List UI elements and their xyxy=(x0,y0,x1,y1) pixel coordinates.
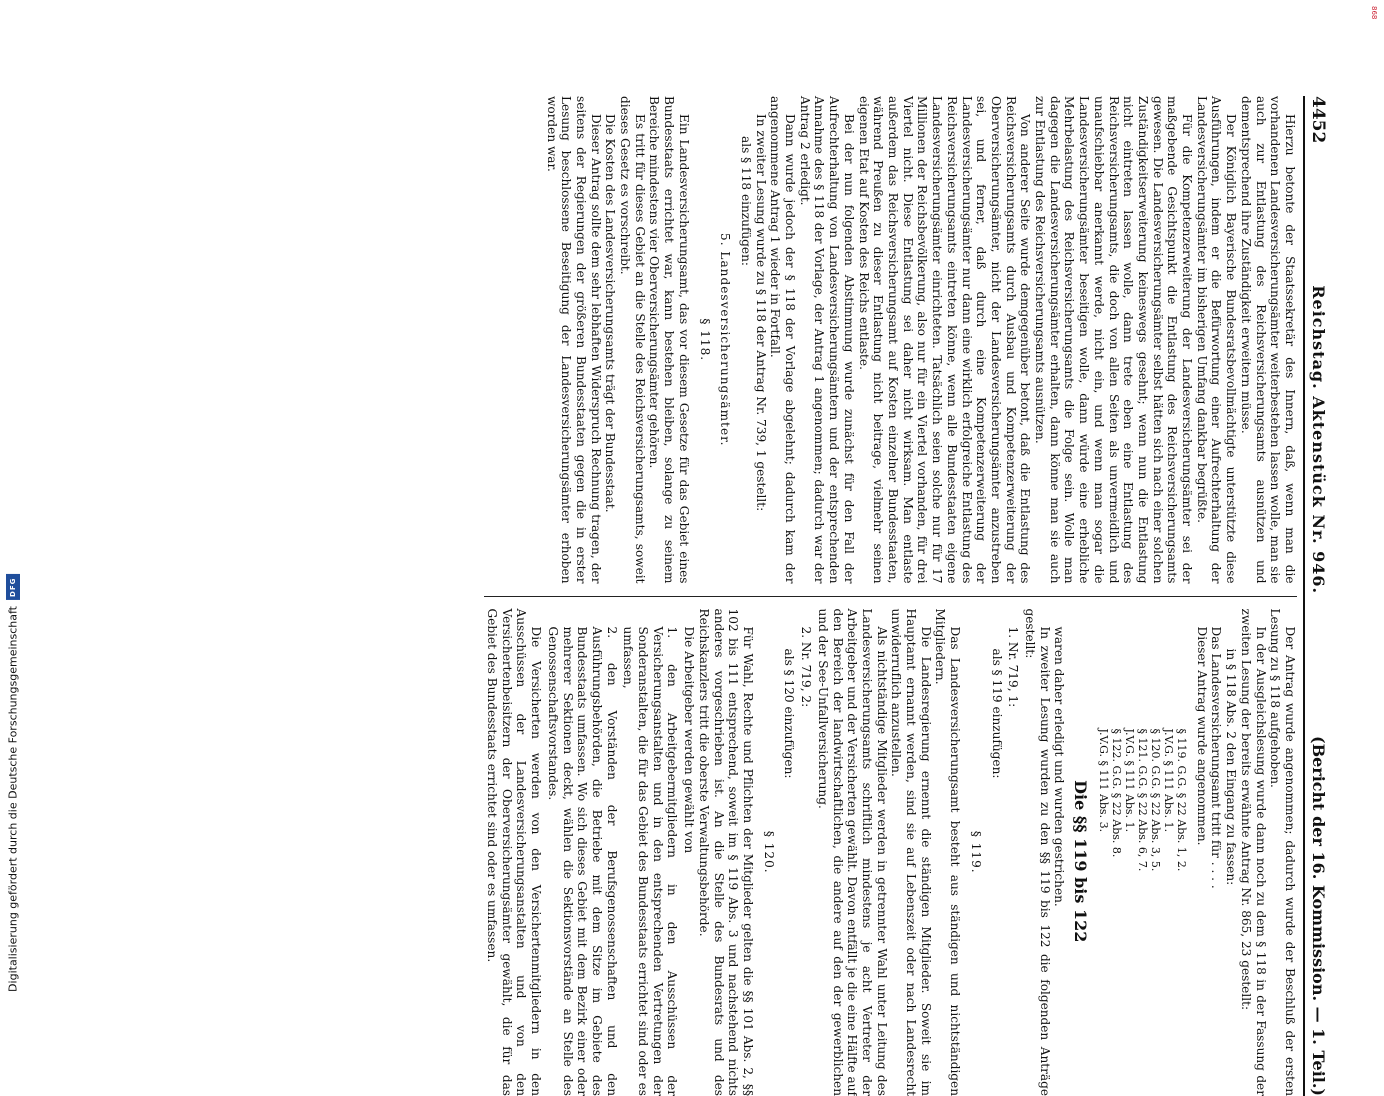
motion-item: 1. Nr. 719, 1: xyxy=(1006,609,1021,1096)
paragraph: Dieser Antrag wurde angenommen. xyxy=(1194,609,1209,1096)
paragraph: Die Landesregierung ernennt die ständigen Mitglieder. Soweit sie im Hauptamt ernannt werden, sind sie auf Lebenszeit oder nach Landesrecht unwiderruflich anzustellen. xyxy=(889,609,933,1096)
paragraph: Die Arbeitgeber werden gewählt von xyxy=(682,609,697,1096)
header-title: Reichstag. Aktenstück Nr. 946. xyxy=(1309,285,1328,594)
bold-heading: Die §§ 119 bis 122 xyxy=(1072,609,1087,1096)
paragraph: Das Landesversicherungsamt besteht aus ständigen und nichtständigen Mitgliedern. xyxy=(933,609,962,1096)
section-heading: § 119. xyxy=(968,609,983,1096)
instruction-line: als § 119 einzufügen: xyxy=(989,609,1004,1096)
paragraph: In der Ausgleichslesung wurde dann noch zu dem § 118 in der Fassung der zweiten Lesung der bereits erwähnte Antrag Nr. 865, 23 gestellt: xyxy=(1238,609,1267,1096)
scan-id: 868 xyxy=(1370,6,1378,19)
paragraph: Hierzu betonte der Staatssekretär des Innern, daß, wenn man die vorhandenen Landesversicherungsämter weiterbestehen lassen wolle, man sie auch zur Entlastung des Reichsversicherungsamts ausnützen und dementsprechend ihre Zuständigkeit erweitern müsse. xyxy=(1238,96,1297,584)
citation-line: J.V.G. § 111 Abs. 3. xyxy=(1097,729,1110,1096)
page-header xyxy=(1303,96,1328,1096)
paragraph: Bei der nun folgenden Abstimmung wurde zunächst für den Fall der Aufrechterhaltung von Landesversicherungsämtern und der entsprechenden Annahme des § 118 der Vorlage, der Antrag 1 angenommen; dadurch war der Antrag 2 erledigt. xyxy=(797,96,856,584)
citation-line: § 119. G.G. § 22 Abs. 1, 2. xyxy=(1175,729,1188,1096)
dfg-logo xyxy=(6,574,20,600)
credit-line xyxy=(6,574,20,992)
citation-line: J.V.G. § 111 Abs. 1. xyxy=(1123,729,1136,1096)
left-column xyxy=(484,96,1297,597)
motion-item: 2. den Vorständen der Berufsgenossenschaften und den Ausführungsbehörden, die Betriebe mit dem Sitze im Gebiete des Bundesstaats umfassen. Wo sich dieses Gebiet mit dem Bezirk einer oder mehrerer Sektionen deckt, wählen die Sektionsvorstände an Stelle des Genossenschaftsvorstandes. xyxy=(545,609,619,1096)
citation-line: § 120. G.G. § 22 Abs. 3, 5. xyxy=(1149,729,1162,1096)
paragraph: Dann wurde jedoch der § 118 der Vorlage abgelehnt; dadurch kam der angenommene Antrag 1 wieder in Fortfall. xyxy=(768,96,797,584)
page-number: 4452 xyxy=(1308,96,1328,143)
paragraph: Für Wahl, Rechte und Pflichten der Mitglieder gelten die §§ 101 Abs. 2, §§ 102 bis 111 entsprechend, soweit im § 119 Abs. 3 und nachstehend nichts anderes vorgeschrieben ist. An die Stelle des Bundesrats und des Reichskanzlers tritt die oberste Verwaltungsbehörde. xyxy=(696,609,755,1096)
paragraph: Der Antrag wurde angenommen; dadurch wurde der Beschluß der ersten Lesung zu § 118 aufgehoben. xyxy=(1268,609,1297,1096)
header-section: (Bericht der 16. Kommission. — 1. Teil.) xyxy=(1309,736,1328,1096)
instruction-line: als § 120 einzufügen: xyxy=(782,609,797,1096)
paragraph: Das Landesversicherungsamt tritt für . . . . xyxy=(1209,609,1224,1096)
dfg-logo-text: DFG xyxy=(9,577,17,596)
paragraph: Als nichtständige Mitglieder werden in getrennter Wahl unter Leitung des Landesversicherungsamts schriftlich mindestens je acht Vertreter der Arbeitgeber und der Versicherten gewählt. Davon entfällt je die eine Hälfte auf den Bereich der landwirtschaftlichen, die andere auf den der gewerblichen und der See-Unfallversicherung. xyxy=(815,609,889,1096)
paragraph: Für die Kompetenzerweiterung der Landesversicherungsämter sei der maßgebende Gesichtspunkt die Entlastung des Reichsversicherungsamts gewesen. Die Landesversicherungsämter selbst hätten sich nach einer solchen Zuständigkeitserweiterung keineswegs gesehnt; wenn nun die Entlastung nicht eintreten lassen wolle, dann trete eben eine Entlastung des Reichsversicherungsamts, die doch von allen Seiten als unvermeidlich und unaufschiebbar anerkannt werde, nicht ein, und wenn man sogar die Landesversicherungsämter beseitigen wolle, dann würde eine erhebliche Mehrbelastung des Reichsversicherungsamts die Folge sein. Wolle man dagegen die Landesversicherungsämter erhalten, dann könne man sie auch zur Entlastung des Reichsversicherungsamts ausnützen. xyxy=(1032,96,1194,584)
paragraph: waren daher erledigt und wurden gestrichen. xyxy=(1052,609,1067,1096)
section-heading: 5. Landesversicherungsämter. xyxy=(718,96,733,584)
paragraph: In zweiter Lesung wurden zu den §§ 119 bis 122 die folgenden Anträge gestellt: xyxy=(1022,609,1051,1096)
citation-line: § 121. G.G. § 22 Abs. 6, 7. xyxy=(1136,729,1149,1096)
paragraph: Von anderer Seite wurde demgegenüber betont, daß die Entlastung des Reichsversicherungsamts durch Ausbau und Kompetenzerweiterung der Oberversicherungsämter, nicht der Landesversicherungsämter anzustreben sei, und ferner, daß durch eine Kompetenzerweiterung der Landesversicherungsämter nur dann eine wirklich erfolgreiche Entlastung des Reichsversicherungsamts eintreten könne, wenn alle Bundesstaaten eigene Landesversicherungsämter einrichteten. Tatsächlich seien solche nur für 17 Millionen der Reichsbevölkerung, also nur für ein Viertel vorhanden, für drei Viertel nicht. Diese Entlastung sei daher nicht wirksam. Man entlaste außerdem das Reichsversicherungsamt auf Kosten einzelner Bundesstaaten, während Preußen zu dieser Entlastung nicht beitrage, vielmehr seinen eigenen Etat auf Kosten des Reichs entlaste. xyxy=(856,96,1032,584)
citation-line: J.V.G. § 111 Abs. 1. xyxy=(1162,729,1175,1096)
columns xyxy=(484,96,1297,1096)
paragraph: Dieser Antrag sollte dem sehr lebhaften Widerspruch Rechnung tragen, der seitens der Regierungen der größeren Bundesstaaten gegen die in erster Lesung beschlossene Beseitigung der Landesversicherungsämter erhoben worden war. xyxy=(544,96,603,584)
document-page xyxy=(92,96,1328,1096)
instruction-line: in § 118 Abs. 2 den Eingang zu fassen: xyxy=(1223,609,1238,1096)
right-column xyxy=(484,597,1297,1096)
credit-text: Digitalisierung gefördert durch die Deutsche Forschungsgemeinschaft xyxy=(7,606,20,992)
motion-item: 1. den Arbeitgebermitgliedern in den Ausschüssen der Versicherungsanstalten und in den entsprechenden Vertretungen der Sonderanstalten, die für das Gebiet des Bundesstaats errichtet sind oder es umfassen, xyxy=(621,609,680,1096)
motion-item: 2. Nr. 719, 2: xyxy=(798,609,813,1096)
paragraph: Die Kosten des Landesversicherungsamts trägt der Bundesstaat. xyxy=(603,96,618,584)
section-heading: § 118. xyxy=(697,96,712,584)
section-heading: § 120. xyxy=(761,609,776,1096)
paragraph: Es tritt für dieses Gebiet an die Stelle des Reichsversicherungsamts, soweit dieses Gesetz es vorschreibt. xyxy=(617,96,646,584)
paragraph: Ein Landesversicherungsamt, das vor diesem Gesetze für das Gebiet eines Bundesstaats errichtet war, kann bestehen bleiben, solange zu seinem Bereiche mindestens vier Oberversicherungsämter gehören. xyxy=(647,96,691,584)
paragraph: Der Königlich Bayerische Bundesratsbevollmächtigte unterstützte diese Ausführungen, indem er die Befürwortung einer Aufrechterhaltung der Landesversicherungsämter im bisherigen Umfang dankbar begrüßte. xyxy=(1194,96,1238,584)
instruction-line: als § 118 einzufügen: xyxy=(738,96,753,584)
citation-block xyxy=(1097,729,1188,1096)
paragraph: Die Versicherten werden von den Versichertenmitgliedern in den Ausschüssen der Landesversicherungsanstalten und von den Versichertenbeisitzern der Oberversicherungsämter gewählt, die für das Gebiet des Bundesstaats errichtet sind oder es umfassen. xyxy=(484,609,543,1096)
citation-line: § 122. G.G. § 22 Abs. 8. xyxy=(1110,729,1123,1096)
paragraph: In zweiter Lesung wurde zu § 118 der Antrag Nr. 739, 1 gestellt: xyxy=(753,96,768,584)
